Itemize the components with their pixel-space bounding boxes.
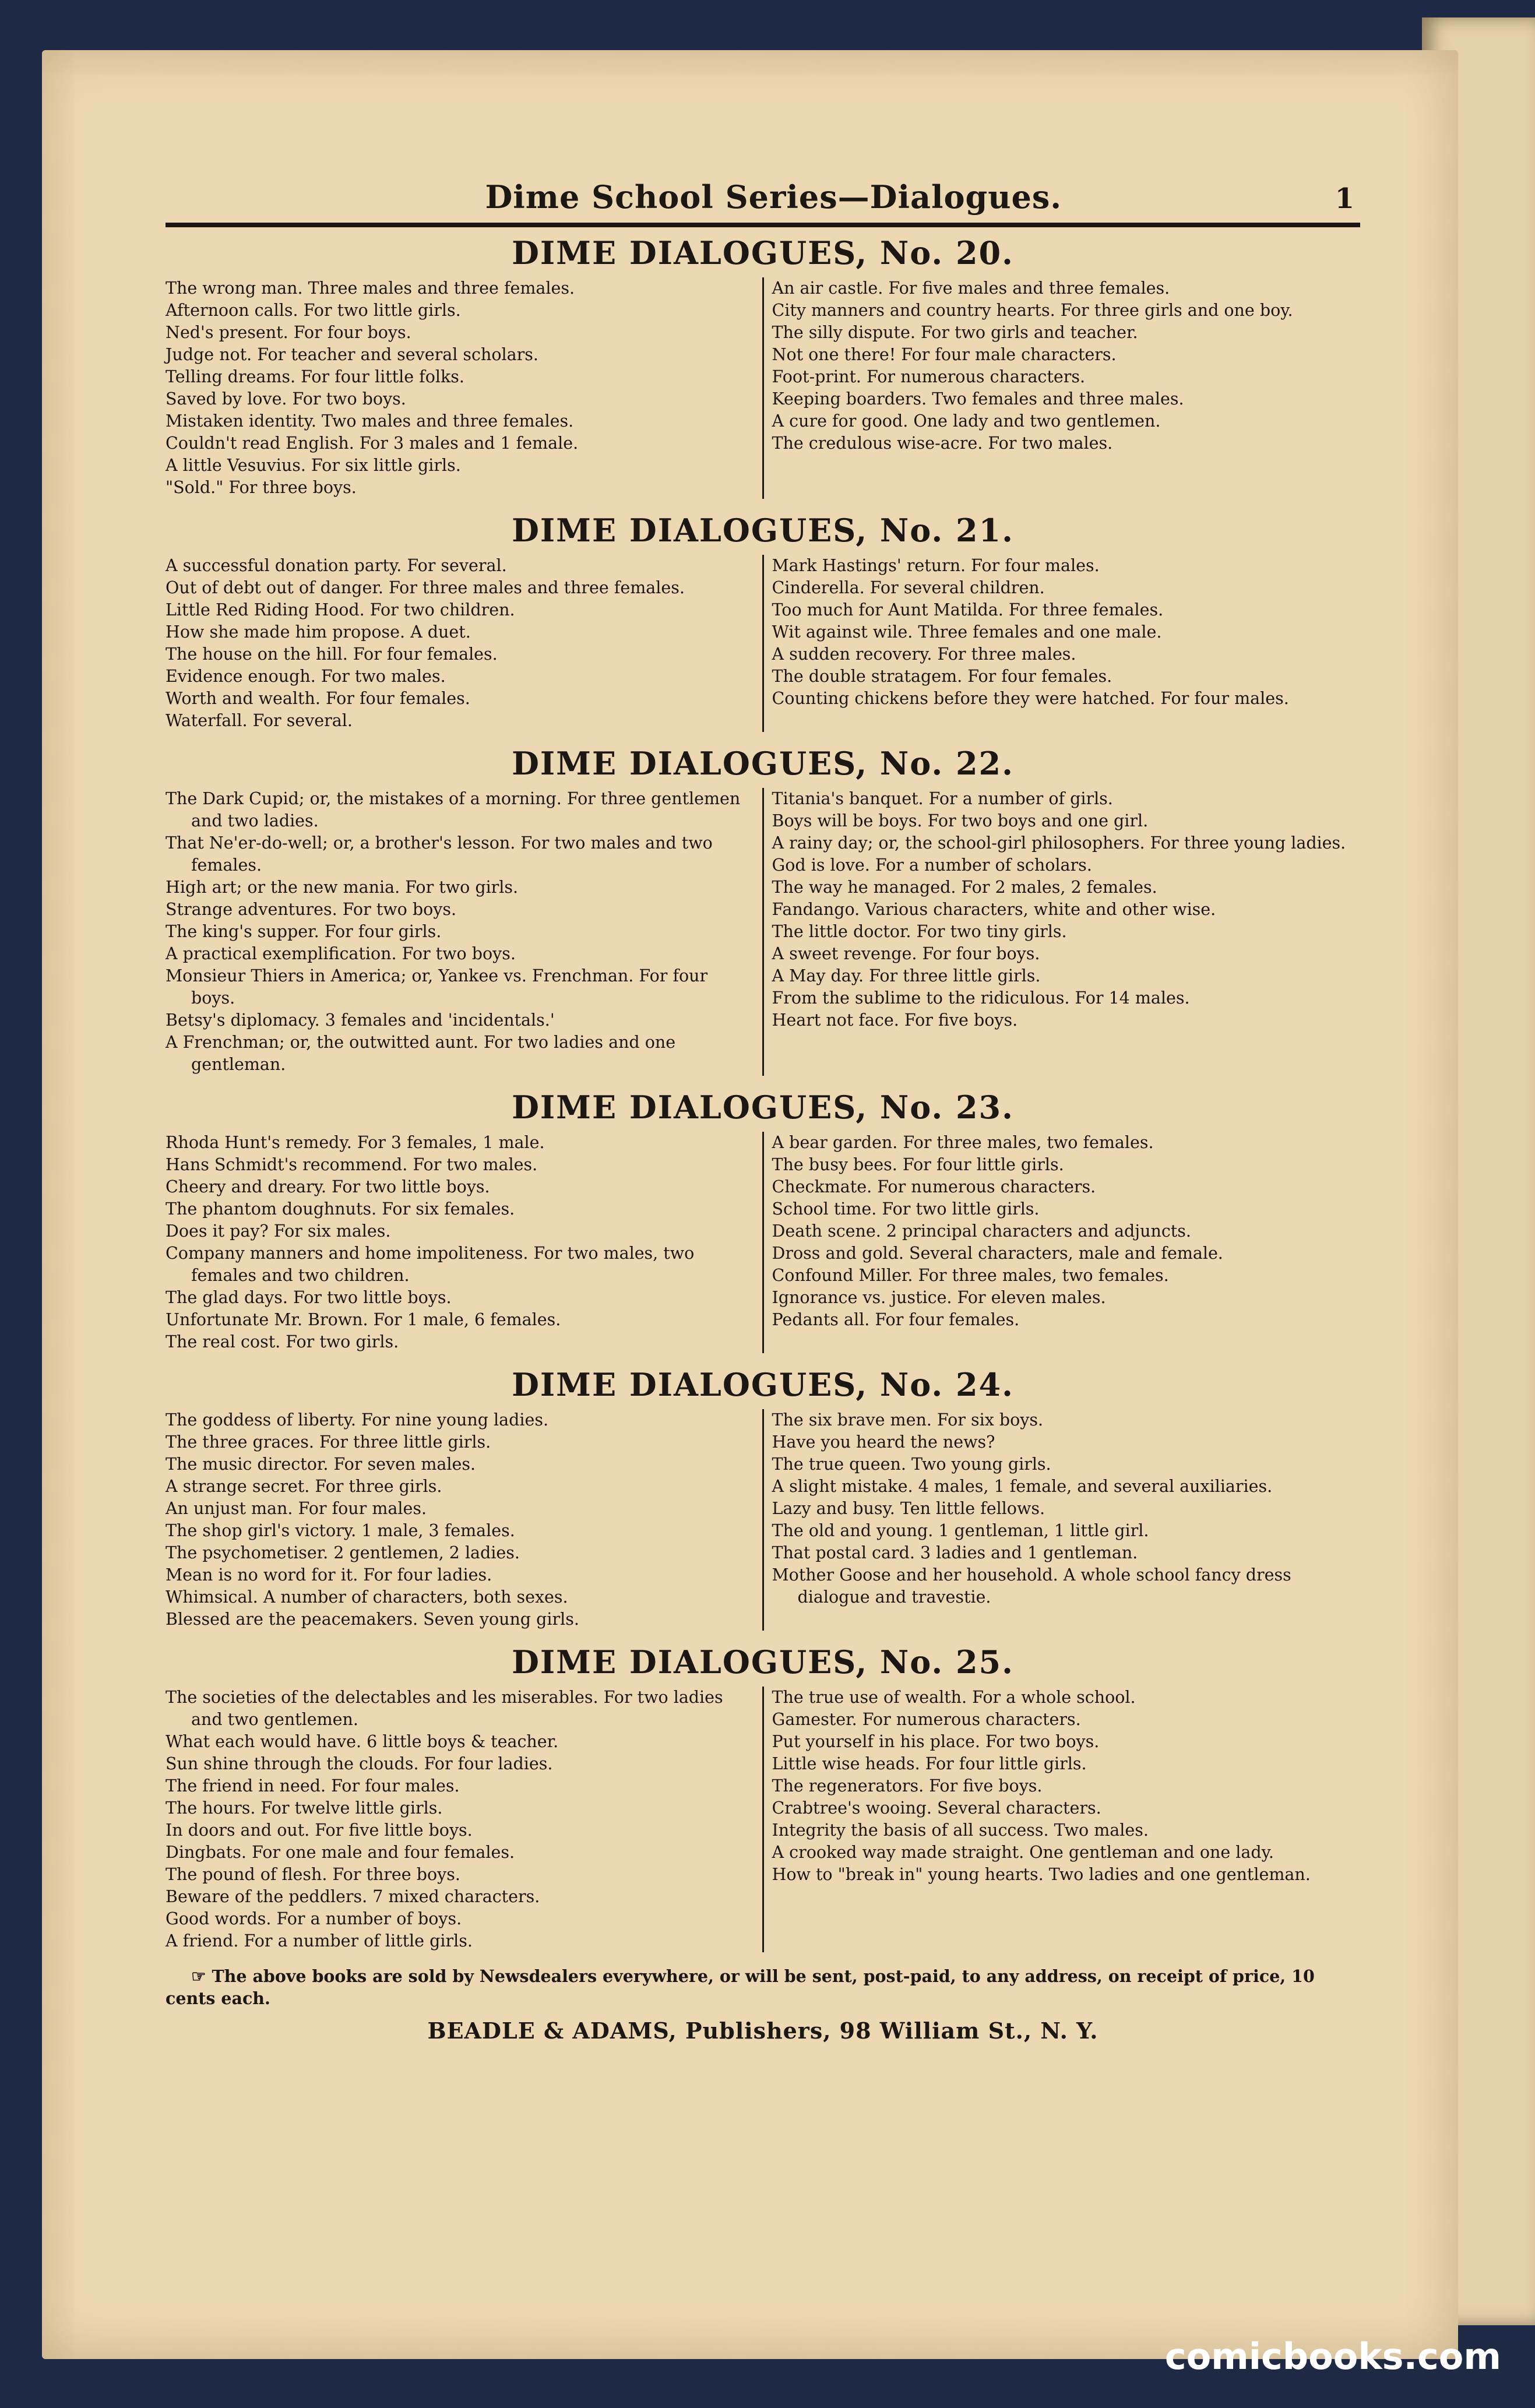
dialogue-entry: The music director. For seven males. [166,1455,476,1474]
section-title: DIME DIALOGUES, No. 23. [512,1089,1014,1126]
dialogue-entry: Little Red Riding Hood. For two children. [166,600,515,619]
dialogue-entry: The psychometiser. 2 gentlemen, 2 ladies. [166,1543,520,1562]
dialogue-entry: A bear garden. For three males, two females. [772,1133,1154,1152]
dialogue-entry: Titania's banquet. For a number of girls. [772,789,1113,808]
dialogue-entry: Crabtree's wooing. Several characters. [772,1798,1101,1818]
dialogue-entry: Telling dreams. For four little folks. [166,367,464,386]
dialogue-entry: The three graces. For three little girls. [166,1432,491,1452]
section-title: DIME DIALOGUES, No. 24. [512,1366,1014,1403]
dialogue-entry: Fandango. Various characters, white and other wise. [772,900,1216,919]
dialogue-entry: Rhoda Hunt's remedy. For 3 females, 1 male. [166,1133,545,1152]
catalog-sections [166,234,1360,1952]
dialogue-entry: Dingbats. For one male and four females. [166,1843,515,1862]
dialogue-entry: Too much for Aunt Matilda. For three females. [772,600,1164,619]
dialogue-entry: That postal card. 3 ladies and 1 gentleman. [772,1543,1138,1562]
running-title: Dime School Series—Dialogues. [485,178,1062,216]
dialogue-entry: Wit against wile. Three females and one male. [772,622,1162,642]
dialogue-entry: Cinderella. For several children. [772,578,1045,597]
dialogue-entry: The house on the hill. For four females. [166,645,498,664]
dialogue-entry: A little Vesuvius. For six little girls. [166,456,461,475]
dialogue-entry: Evidence enough. For two males. [166,667,446,686]
dialogue-entry: Does it pay? For six males. [166,1221,391,1241]
dialogue-entry: Beware of the peddlers. 7 mixed characters. [166,1887,540,1906]
dialogue-entry: The credulous wise-acre. For two males. [772,434,1113,453]
section-title: DIME DIALOGUES, No. 22. [512,745,1014,782]
dialogue-entry: A slight mistake. 4 males, 1 female, and several auxiliaries. [772,1477,1273,1496]
dialogue-entry: Cheery and dreary. For two little boys. [166,1177,490,1196]
right-column [764,555,1361,732]
dialogue-entry: School time. For two little girls. [772,1199,1040,1219]
dialogue-entry: An unjust man. For four males. [166,1499,427,1518]
dialogue-entry: Mean is no word for it. For four ladies. [166,1565,492,1585]
section-title: DIME DIALOGUES, No. 20. [512,234,1014,272]
left-column [166,277,764,499]
dialogue-entry: Little wise heads. For four little girls. [772,1754,1087,1773]
running-head [166,178,1360,219]
dialogue-entry: Mother Goose and her household. A whole school fancy dress dialogue and travestie. [772,1565,1291,1607]
page-content [166,178,1360,2044]
dialogue-entry: Out of debt out of danger. For three males and three females. [166,578,685,597]
dialogue-entry: Checkmate. For numerous characters. [772,1177,1096,1196]
catalog-section [166,1089,1360,1353]
dialogue-entry: Ignorance vs. justice. For eleven males. [772,1288,1106,1307]
section-title: DIME DIALOGUES, No. 25. [512,1643,1014,1681]
section-columns [166,555,1360,732]
dialogue-entry: The glad days. For two little boys. [166,1288,452,1307]
dialogue-entry: Whimsical. A number of characters, both sexes. [166,1587,568,1607]
dialogue-entry: Strange adventures. For two boys. [166,900,457,919]
dialogue-entry: A friend. For a number of little girls. [166,1931,473,1951]
dialogue-entry: A successful donation party. For several. [166,556,507,575]
left-column [166,788,764,1076]
dialogue-entry: Company manners and home impoliteness. For two males, two females and two children. [166,1244,695,1285]
dialogue-entry: How she made him propose. A duet. [166,622,471,642]
dialogue-entry: Heart not face. For five boys. [772,1011,1018,1030]
section-columns [166,1687,1360,1952]
dialogue-entry: The goddess of liberty. For nine young ladies. [166,1410,549,1430]
dialogue-entry: A May day. For three little girls. [772,966,1041,985]
dialogue-entry: A rainy day; or, the school-girl philosophers. For three young ladies. [772,833,1346,853]
dialogue-entry: Sun shine through the clouds. For four ladies. [166,1754,553,1773]
dialogue-entry: Afternoon calls. For two little girls. [166,301,461,320]
dialogue-entry: An air castle. For five males and three females. [772,279,1170,298]
dialogue-entry: The true queen. Two young girls. [772,1455,1051,1474]
dialogue-entry: Have you heard the news? [772,1432,995,1452]
dialogue-entry: The king's supper. For four girls. [166,922,442,941]
dialogue-entry: Integrity the basis of all success. Two males. [772,1821,1149,1840]
dialogue-entry: A practical exemplification. For two boys. [166,944,516,963]
dialogue-entry: A crooked way made straight. One gentleman and one lady. [772,1843,1274,1862]
dialogue-entry: Pedants all. For four females. [772,1310,1020,1329]
dialogue-entry: Good words. For a number of boys. [166,1909,462,1928]
dialogue-entry: Betsy's diplomacy. 3 females and 'incidentals.' [166,1011,555,1030]
watermark: comicbooks.com [1164,2335,1501,2378]
dialogue-entry: The regenerators. For five boys. [772,1776,1043,1796]
right-column [764,1409,1361,1631]
dialogue-entry: From the sublime to the ridiculous. For 14 males. [772,988,1190,1008]
right-column [764,788,1361,1076]
right-column [764,277,1361,499]
dialogue-entry: The Dark Cupid; or, the mistakes of a morning. For three gentlemen and two ladies. [166,789,741,830]
dialogue-entry: Lazy and busy. Ten little fellows. [772,1499,1045,1518]
catalog-section [166,745,1360,1076]
dialogue-entry: That Ne'er-do-well; or, a brother's lesson. For two males and two females. [166,833,713,875]
dialogue-entry: "Sold." For three boys. [166,478,357,497]
section-columns [166,277,1360,499]
catalog-section [166,1366,1360,1631]
dialogue-entry: Mark Hastings' return. For four males. [772,556,1100,575]
dialogue-entry: Waterfall. For several. [166,711,353,730]
dialogue-entry: In doors and out. For five little boys. [166,1821,473,1840]
dialogue-entry: The true use of wealth. For a whole school. [772,1688,1136,1707]
dialogue-entry: Counting chickens before they were hatched. For four males. [772,689,1289,708]
dialogue-entry: The little doctor. For two tiny girls. [772,922,1067,941]
left-column [166,1687,764,1952]
dialogue-entry: God is love. For a number of scholars. [772,856,1092,875]
dialogue-entry: A Frenchman; or, the outwitted aunt. For two ladies and one gentleman. [166,1033,676,1074]
dialogue-entry: The phantom doughnuts. For six females. [166,1199,515,1219]
dialogue-entry: Confound Miller. For three males, two females. [772,1266,1169,1285]
dialogue-entry: The old and young. 1 gentleman, 1 little girl. [772,1521,1149,1540]
right-column [764,1687,1361,1952]
dialogue-entry: Blessed are the peacemakers. Seven young girls. [166,1610,579,1629]
footer-note: ☞ The above books are sold by Newsdealers everywhere, or will be sent, post-paid, to any address, on receipt of price, 10 cents each. [166,1966,1315,2008]
dialogue-entry: A sweet revenge. For four boys. [772,944,1040,963]
dialogue-entry: A cure for good. One lady and two gentlemen. [772,411,1161,431]
header-rule [166,223,1360,227]
right-column [764,1132,1361,1353]
catalog-section [166,234,1360,499]
dialogue-entry: Death scene. 2 principal characters and adjuncts. [772,1221,1191,1241]
catalog-section [166,1643,1360,1952]
dialogue-entry: City manners and country hearts. For three girls and one boy. [772,301,1293,320]
dialogue-entry: Boys will be boys. For two boys and one girl. [772,811,1149,830]
section-columns [166,788,1360,1076]
dialogue-entry: Couldn't read English. For 3 males and 1 female. [166,434,579,453]
dialogue-entry: The way he managed. For 2 males, 2 females. [772,878,1157,897]
dialogue-entry: Worth and wealth. For four females. [166,689,470,708]
dialogue-entry: High art; or the new mania. For two girls. [166,878,519,897]
dialogue-entry: The busy bees. For four little girls. [772,1155,1064,1174]
dialogue-entry: The shop girl's victory. 1 male, 3 females. [166,1521,515,1540]
dialogue-entry: How to "break in" young hearts. Two ladies and one gentleman. [772,1865,1311,1884]
dialogue-entry: Mistaken identity. Two males and three females. [166,411,574,431]
dialogue-entry: Gamester. For numerous characters. [772,1710,1081,1729]
dialogue-entry: Judge not. For teacher and several scholars. [166,345,538,364]
dialogue-entry: The six brave men. For six boys. [772,1410,1044,1430]
dialogue-entry: The hours. For twelve little girls. [166,1798,443,1818]
dialogue-entry: The wrong man. Three males and three females. [166,279,575,298]
left-column [166,1409,764,1631]
page-number: 1 [1335,182,1354,215]
dialogue-entry: Foot-print. For numerous characters. [772,367,1086,386]
book-page [42,50,1458,2359]
dialogue-entry: What each would have. 6 little boys & teacher. [166,1732,559,1751]
dialogue-entry: The friend in need. For four males. [166,1776,460,1796]
dialogue-entry: A strange secret. For three girls. [166,1477,442,1496]
dialogue-entry: The pound of flesh. For three boys. [166,1865,460,1884]
dialogue-entry: The societies of the delectables and les miserables. For two ladies and two gentlemen. [166,1688,723,1729]
dialogue-entry: Hans Schmidt's recommend. For two males. [166,1155,538,1174]
left-column [166,555,764,732]
dialogue-entry: Not one there! For four male characters. [772,345,1117,364]
section-columns [166,1132,1360,1353]
dialogue-entry: Keeping boarders. Two females and three males. [772,389,1184,409]
dialogue-entry: Monsieur Thiers in America; or, Yankee vs. Frenchman. For four boys. [166,966,708,1008]
publisher-line: BEADLE & ADAMS, Publishers, 98 William St., N. Y. [427,2018,1099,2044]
dialogue-entry: Unfortunate Mr. Brown. For 1 male, 6 females. [166,1310,561,1329]
dialogue-entry: The double stratagem. For four females. [772,667,1112,686]
catalog-section [166,512,1360,732]
left-column [166,1132,764,1353]
dialogue-entry: The silly dispute. For two girls and teacher. [772,323,1138,342]
dialogue-entry: Saved by love. For two boys. [166,389,406,409]
dialogue-entry: A sudden recovery. For three males. [772,645,1076,664]
dialogue-entry: Put yourself in his place. For two boys. [772,1732,1100,1751]
section-columns [166,1409,1360,1631]
dialogue-entry: The real cost. For two girls. [166,1332,399,1351]
dialogue-entry: Ned's present. For four boys. [166,323,411,342]
dialogue-entry: Dross and gold. Several characters, male and female. [772,1244,1223,1263]
section-title: DIME DIALOGUES, No. 21. [512,512,1014,549]
